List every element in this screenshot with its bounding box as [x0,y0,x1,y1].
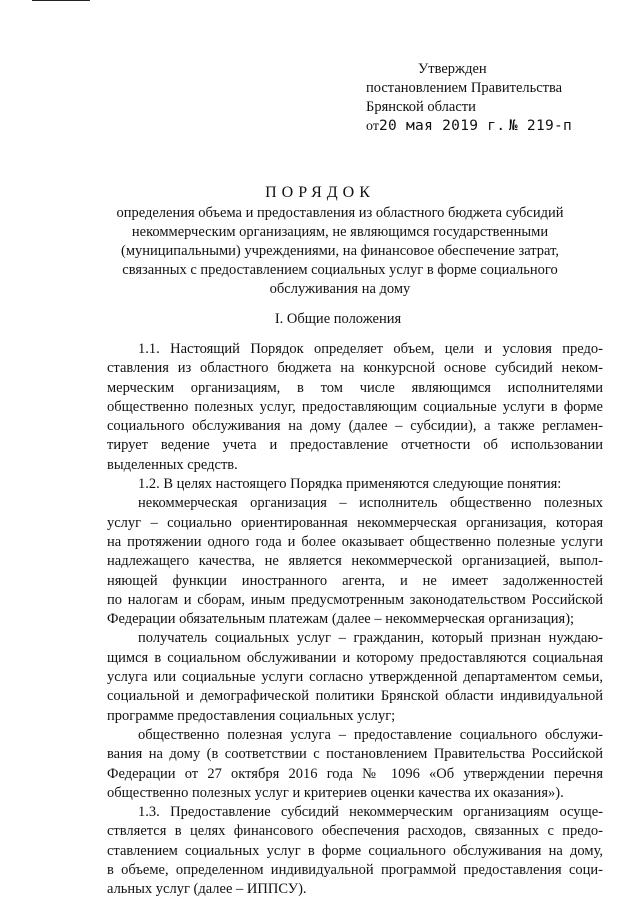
document-subtitle [108,204,572,299]
paragraph-line: ствляется в целях финансового обеспечения расходов, связанных с предо- [107,823,603,840]
subtitle-line: обслуживания на дому [269,281,411,297]
paragraph-line: няющей функции иностранного агента, и не имеет задолженностей [107,572,603,589]
subtitle-line: связанных с предоставлением социальных услуг в форме социального [122,262,558,278]
paragraph-first-line: некоммерческая организация – исполнитель общественно полезных [138,495,603,512]
approval-block [366,60,572,136]
paragraph-first-line: 1.2. В целях настоящего Порядка применяются следующие понятия: [138,476,562,493]
subtitle-line: определения объема и предоставления из областного бюджета субсидий [116,205,564,221]
approval-line-region: Брянской области [366,99,476,115]
subtitle-line: некоммерческим организациям, не являющимся государственными [131,224,549,240]
paragraph-line: ставления из областного бюджета на конкурсной основе субсидий неком- [107,360,603,377]
paragraph-line: ставлением социальных услуг в форме социального обслуживания на дому, [107,842,603,859]
paragraph-line: на протяжении одного года и более оказывает общественно полезные услуги [107,533,603,550]
paragraph-line: в объеме, определенном индивидуальной программой предоставления соци- [107,862,603,879]
paragraph-line: услуг – социально ориентированная некоммерческая организация, которая [107,514,603,531]
paragraph-line: социального обслуживания на дому (далее – субсидии), а также регламен- [107,418,603,435]
approval-date-prefix: от [366,119,379,134]
approval-line-approved: Утвержден [418,61,487,77]
approval-number-stamp: № 219-п [508,118,573,134]
paragraph-line: социальной и демографической политики Брянской области индивидуальной [107,688,603,705]
approval-date-stamp: 20 мая 2019 г. [378,118,506,134]
paragraph-first-line: общественно полезная услуга – предоставление социального обслужи- [138,726,603,743]
paragraph-line: вания на дому (в соответствии с постановлением Правительства Российской [107,746,603,763]
paragraph-line: программе предоставления социальных услуг; [107,707,396,724]
section-title: I. Общие положения [274,311,402,327]
paragraph-line: выделенных средств. [107,456,238,473]
paragraph-line: надлежащего качества, не является некоммерческой организацией, выпол- [107,553,603,570]
paragraph-first-line: 1.1. Настоящий Порядок определяет объем, цели и условия предо- [138,341,603,357]
paragraph-line: Федерации обязательным платежам (далее – некоммерческая организация); [107,611,575,628]
paragraph-line: тирует ведение учета и предоставление отчетности об использовании [107,437,603,454]
document-title: ПОРЯДОК [265,184,375,201]
paragraph-line: мерческим организациям, в том числе являющимся исполнителями [107,379,603,396]
top-edge-line [32,0,90,1]
paragraph-first-line: получатель социальных услуг – гражданин, который признан нуждаю- [138,630,603,647]
paragraph-line: услуга или социальные услуги согласно утвержденной департаментом семьи, [107,669,603,686]
paragraph-first-line: 1.3. Предоставление субсидий некоммерческим организациям осуще- [138,804,603,821]
subtitle-line: (муниципальными) учреждениями, на финансовое обеспечение затрат, [121,243,559,259]
document-body [107,340,603,900]
paragraph-line: общественно полезных услуг и критериев оценки качества их оказания»). [107,784,564,801]
paragraph-line: общественно полезных услуг, предоставляющим социальные услуги в форме [107,398,603,415]
paragraph-line: Федерации от 27 октября 2016 года № 1096 «Об утверждении перечня [107,765,603,782]
paragraph-line: альных услуг (далее – ИППСУ). [107,881,307,898]
paragraph-line: по налогам и сборам, иным предусмотренным законодательством Российской [107,591,603,608]
approval-line-decree: постановлением Правительства [366,80,563,96]
paragraph-line: щимся в социальном обслуживании и которому предоставляются социальная [107,649,603,666]
approval-line-date [366,117,572,136]
